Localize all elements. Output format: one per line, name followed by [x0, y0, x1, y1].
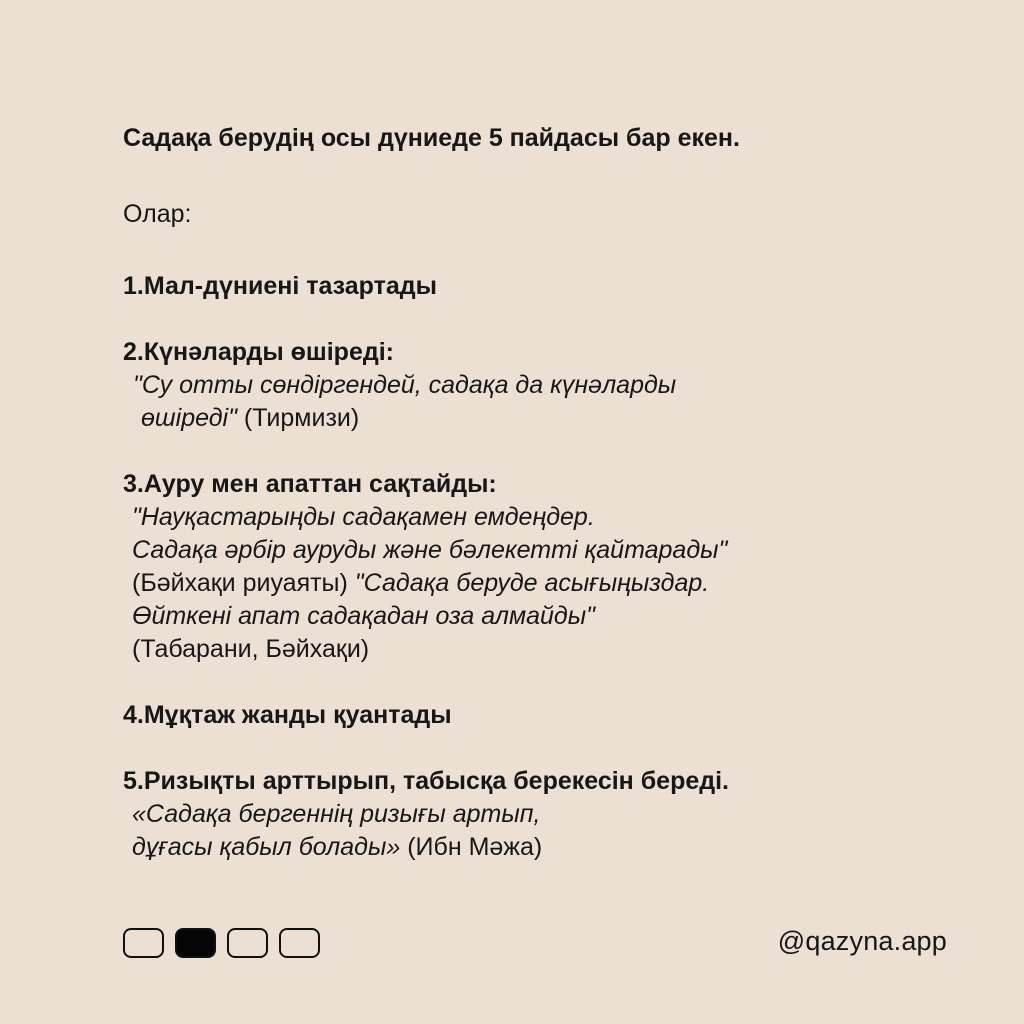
pager-dot-1[interactable] — [123, 928, 164, 958]
benefit-3-quote-line-3 — [123, 567, 943, 600]
benefit-1-heading: 1.Мал-дүниені тазартады — [123, 272, 437, 300]
benefit-3-quote-line-2: Садақа әрбір ауруды және бәлекетті қайтарады" — [132, 536, 728, 564]
benefit-5-quote-block — [123, 798, 943, 864]
benefit-3-source-1: (Бәйхақи риуаяты) — [132, 569, 355, 597]
pager-dot-3[interactable] — [227, 928, 268, 958]
carousel-pager — [123, 928, 320, 958]
benefit-2-quote-line-1: "Су отты сөндіргендей, садақа да күнәларды — [133, 371, 677, 399]
benefit-5-source: (Ибн Мәжа) — [400, 833, 543, 861]
benefit-4-heading: 4.Мұқтаж жанды қуантады — [123, 701, 452, 729]
benefit-3-quote-block — [123, 501, 943, 666]
benefit-5-quote-line-1: «Садақа бергеннің ризығы артып, — [132, 800, 541, 828]
post-footer — [123, 928, 947, 962]
benefit-5-quote-line-2 — [123, 831, 943, 864]
benefit-5-heading: 5.Ризықты арттырып, табысқа берекесін береді. — [123, 767, 730, 795]
benefit-3-quote-line-4: Өйткені апат садақадан оза алмайды" — [132, 602, 596, 630]
benefit-3-quote-line-3-text: "Садақа беруде асығыңыздар. — [354, 569, 710, 597]
benefit-3-heading: 3.Ауру мен апаттан сақтайды: — [123, 470, 497, 498]
post-content — [123, 122, 943, 864]
post-title: Садақа берудің осы дүниеде 5 пайдасы бар екен. — [123, 124, 740, 152]
benefit-3-quote-line-1: "Науқастарыңды садақамен емдеңдер. — [132, 503, 595, 531]
benefit-3-source-2: (Табарани, Бәйхақи) — [132, 635, 370, 663]
pager-dot-2-active[interactable] — [175, 928, 216, 958]
benefit-2-source: (Тирмизи) — [236, 404, 360, 432]
benefit-2-quote-end: өшіреді" — [141, 404, 237, 432]
benefit-5-quote-end: дұғасы қабыл болады» — [132, 833, 401, 861]
pager-dot-4[interactable] — [279, 928, 320, 958]
benefit-2-heading: 2.Күнәларды өшіреді: — [123, 338, 394, 366]
intro-label: Олар: — [123, 200, 192, 228]
benefit-2-quote-line-2 — [123, 402, 943, 435]
account-handle: @qazyna.app — [777, 926, 947, 956]
